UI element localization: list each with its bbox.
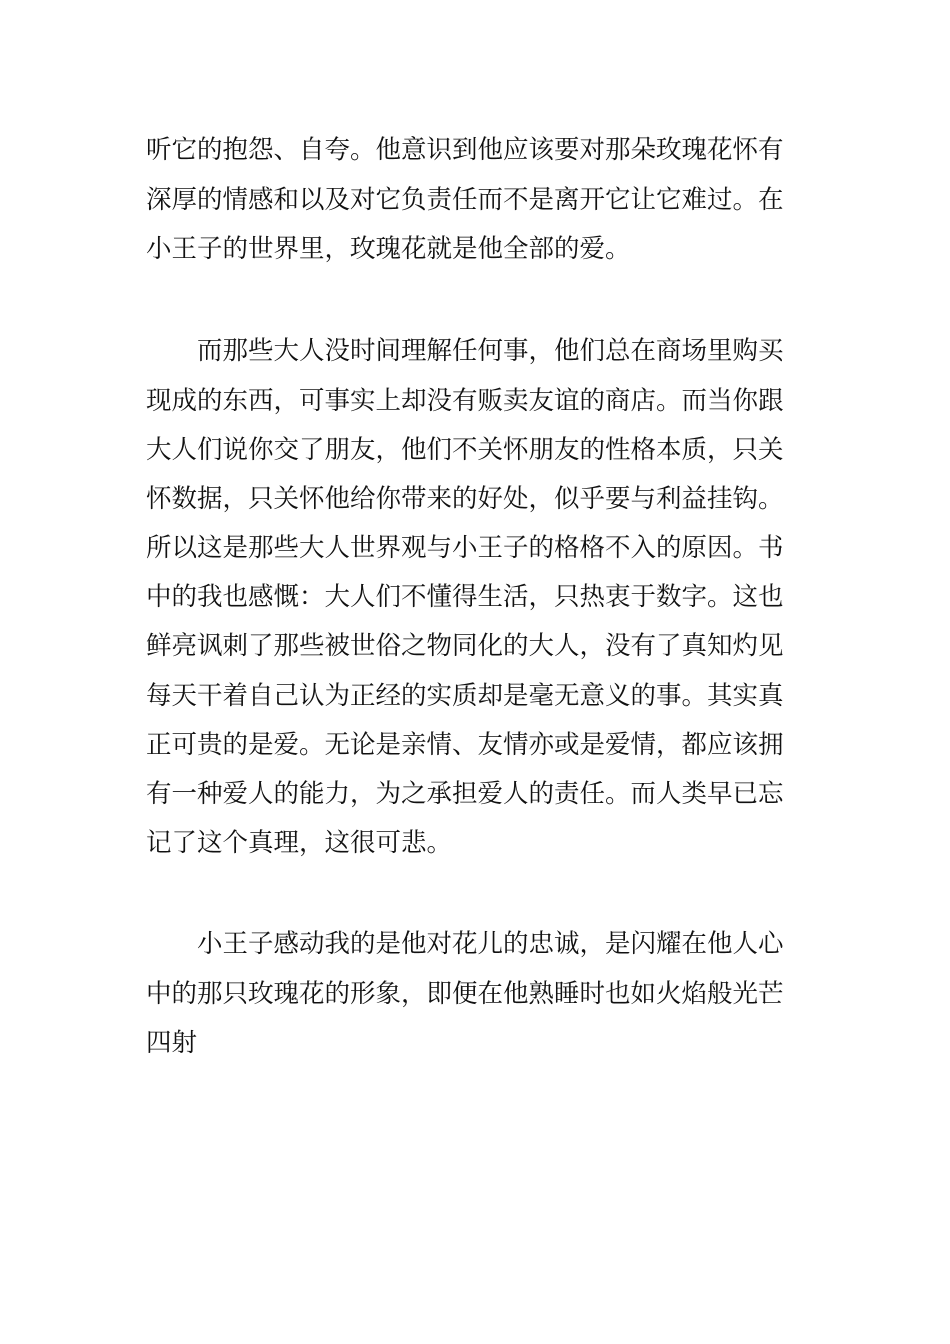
text-line: 怀数据，只关怀他给你带来的好处，似乎要与利益挂钩。: [146, 484, 784, 514]
text-line: 小王子感动我的是他对花儿的忠诚，是闪耀在他人心: [146, 929, 784, 959]
text-line: 而那些大人没时间理解任何事，他们总在商场里购买: [146, 336, 784, 366]
text-line: 听它的抱怨、自夸。他意识到他应该要对那朵玫瑰花怀有: [146, 135, 784, 165]
text-line: 四射: [146, 1028, 198, 1058]
text-line: 中的那只玫瑰花的形象，即便在他熟睡时也如火焰般光芒: [146, 979, 784, 1009]
text-line: 中的我也感慨：大人们不懂得生活，只热衷于数字。这也: [146, 582, 784, 612]
text-line: 鲜亮讽刺了那些被世俗之物同化的大人，没有了真知灼见: [146, 631, 784, 661]
text-line: 每天干着自己认为正经的实质却是毫无意义的事。其实真: [146, 681, 784, 711]
text-line: 正可贵的是爱。无论是亲情、友情亦或是爱情，都应该拥: [146, 730, 784, 760]
text-line: 现成的东西，可事实上却没有贩卖友谊的商店。而当你跟: [146, 386, 784, 416]
text-line: 记了这个真理，这很可悲。: [146, 828, 453, 858]
text-line: 大人们说你交了朋友，他们不关怀朋友的性格本质，只关: [146, 435, 784, 465]
text-line: 小王子的世界里，玫瑰花就是他全部的爱。: [146, 234, 631, 264]
text-line: 有一种爱人的能力，为之承担爱人的责任。而人类早已忘: [146, 779, 784, 809]
text-line: 深厚的情感和以及对它负责任而不是离开它让它难过。在: [146, 185, 784, 215]
text-line: 所以这是那些大人世界观与小王子的格格不入的原因。书: [146, 533, 784, 563]
